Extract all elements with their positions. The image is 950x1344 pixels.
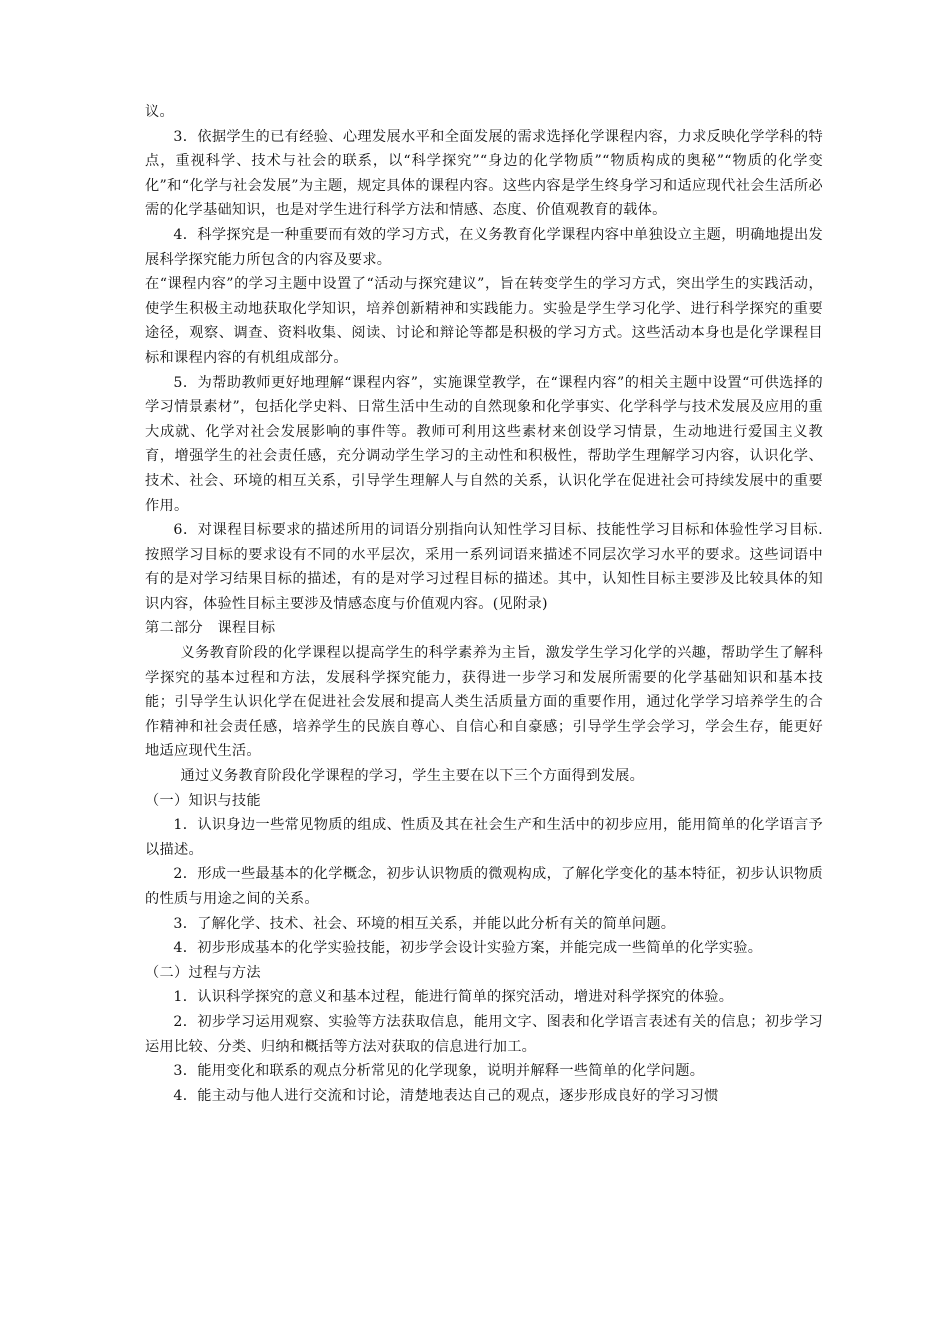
document-body xyxy=(145,100,823,1108)
paragraph-item-5: 5．为帮助教师更好地理解“课程内容”，实施课堂教学，在“课程内容”的相关主题中设置“可供选择的学习情景素材”，包括化学史料、日常生活中生动的自然现象和化学事实、化学科学与技术发展及应用的重大成就、化学对社会发展影响的事件等。教师可利用这些素材来创设学习情景，生动地进行爱国主义教育，增强学生的社会责任感，充分调动学生学习的主动性和积极性，帮助学生理解学习内容，认识化学、技术、社会、环境的相互关系，引导学生理解人与自然的关系，认识化学在促进社会可持续发展中的重要作用。 xyxy=(145,374,823,514)
list-item-knowledge-2: 2．形成一些最基本的化学概念，初步认识物质的微观构成，了解化学变化的基本特征，初步认识物质的性质与用途之间的关系。 xyxy=(145,866,823,907)
list-item-process-1: 1．认识科学探究的意义和基本过程，能进行简单的探究活动，增进对科学探究的体验。 xyxy=(173,989,734,1006)
section-heading-part-two: 第二部分 课程目标 xyxy=(145,620,276,637)
list-item-knowledge-1: 1．认识身边一些常见物质的组成、性质及其在社会生产和生活中的初步应用，能用简单的化学语言予以描述。 xyxy=(145,817,823,858)
paragraph-item-6: 6．对课程目标要求的描述所用的词语分别指向认知性学习目标、技能性学习目标和体验性学习目标. 按照学习目标的要求设有不同的水平层次，采用一系列词语来描述不同层次学习水平的要求。这些词语中有的是对学习结果目标的描述，有的是对学习过程目标的描述。其中，认知性目标主要涉及比较具体的知识内容，体验性目标主要涉及情感态度与价值观内容。(见附录) xyxy=(145,522,823,612)
subheading-process-method: （二）过程与方法 xyxy=(145,964,261,981)
paragraph-item-3: 3．依据学生的已有经验、心理发展水平和全面发展的需求选择化学课程内容，力求反映化学学科的特点，重视科学、技术与社会的联系，以“科学探究”“身边的化学物质”“物质构成的奥秘”“物质的化学变化”和“化学与社会发展”为主题，规定具体的课程内容。这些内容是学生终身学习和适应现代社会生活所必需的化学基础知识，也是对学生进行科学方法和情感、态度、价值观教育的载体。 xyxy=(145,128,823,219)
list-item-knowledge-4: 4．初步形成基本的化学实验技能，初步学会设计实验方案，并能完成一些简单的化学实验。 xyxy=(173,940,763,957)
paragraph-three-aspects: 通过义务教育阶段化学课程的学习，学生主要在以下三个方面得到发展。 xyxy=(180,768,645,785)
subheading-knowledge-skills: （一）知识与技能 xyxy=(145,792,261,809)
paragraph-continuation: 议。 xyxy=(145,104,174,120)
list-item-process-3: 3．能用变化和联系的观点分析常见的化学现象，说明并解释一些简单的化学问题。 xyxy=(173,1063,705,1080)
list-item-knowledge-3: 3．了解化学、技术、社会、环境的相互关系，并能以此分析有关的简单问题。 xyxy=(173,915,676,932)
paragraph-activity: 在“课程内容”的学习主题中设置了“活动与探究建议”，旨在转变学生的学习方式，突出学生的实践活动，使学生积极主动地获取化学知识，培养创新精神和实践能力。实验是学生学习化学、进行科学探究的重要途径，观察、调查、资料收集、阅读、讨论和辩论等都是积极的学习方式。这些活动本身也是化学课程目标和课程内容的有机组成部分。 xyxy=(145,276,823,366)
list-item-process-4: 4．能主动与他人进行交流和讨论，清楚地表达自己的观点，逐步形成良好的学习习惯 xyxy=(173,1087,719,1104)
paragraph-item-4: 4．科学探究是一种重要而有效的学习方式，在义务教育化学课程内容中单独设立主题，明确地提出发展科学探究能力所包含的内容及要求。 xyxy=(145,226,823,268)
list-item-process-2: 2．初步学习运用观察、实验等方法获取信息，能用文字、图表和化学语言表述有关的信息；初步学习运用比较、分类、归纳和概括等方法对获取的信息进行加工。 xyxy=(145,1013,823,1055)
paragraph-course-goal: 义务教育阶段的化学课程以提高学生的科学素养为主旨，激发学生学习化学的兴趣，帮助学生了解科学探究的基本过程和方法，发展科学探究能力，获得进一步学习和发展所需要的化学基础知识和基本技能；引导学生认识化学在促进社会发展和提高人类生活质量方面的重要作用，通过化学学习培养学生的合作精神和社会责任感，培养学生的民族自尊心、自信心和自豪感；引导学生学会学习，学会生存，能更好地适应现代生活。 xyxy=(145,645,823,760)
